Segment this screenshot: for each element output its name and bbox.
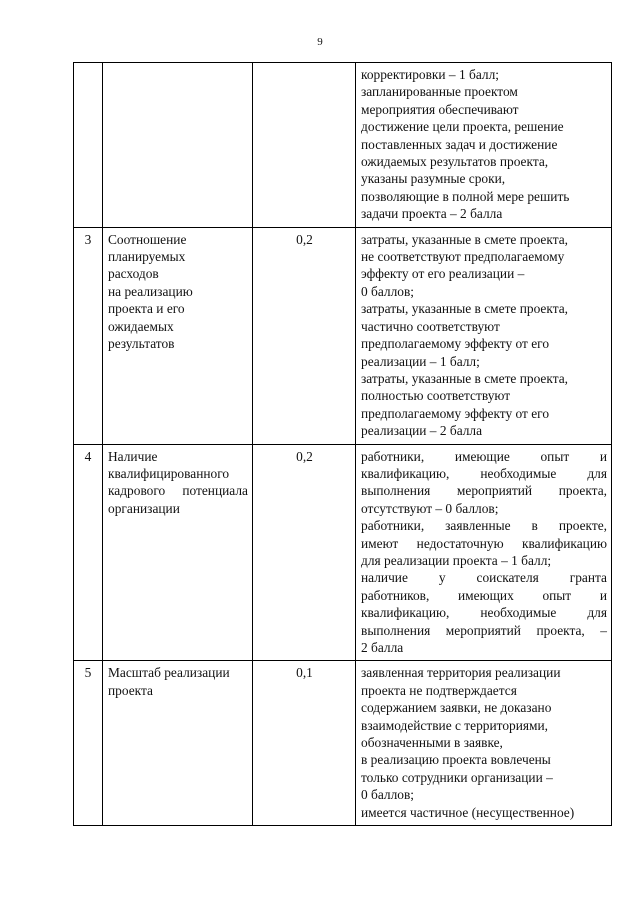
scoring-cell-line: 0 баллов; (361, 283, 415, 299)
criterion-cell (103, 661, 253, 826)
scoring-cell-line: полностью соответствуют (361, 388, 511, 404)
scoring-cell-line: 2 балла (361, 640, 404, 655)
criterion-cell-line: планируемых (108, 249, 186, 265)
weight-cell: 0,1 (253, 661, 356, 826)
scoring-cell-line: работники, имеющие опыт и (361, 448, 607, 464)
scoring-cell-line: не соответствуют предполагаемому (361, 249, 565, 265)
scoring-cell-line: квалификацию, необходимые для (361, 605, 607, 621)
scoring-cell-line: задачи проекта – 2 балла (361, 206, 503, 222)
scoring-cell-line: запланированные проектом (361, 84, 518, 100)
scoring-cell-line: работники, заявленные в проекте, (361, 518, 607, 534)
criterion-cell-line: организации (108, 500, 180, 516)
scoring-cell-line: затраты, указанные в смете проекта, (361, 301, 569, 317)
scoring-cell-line: мероприятия обеспечивают (361, 101, 519, 117)
scoring-cell (356, 63, 612, 228)
criterion-cell-line: проекта и его (108, 301, 185, 317)
row-number: 3 (74, 227, 103, 444)
scoring-cell-line: затраты, указанные в смете проекта, (361, 370, 569, 386)
scoring-cell-line: ожидаемых результатов проекта, (361, 154, 549, 170)
row-number: 4 (74, 444, 103, 661)
scoring-cell-line: поставленных задач и достижение (361, 136, 558, 152)
scoring-cell-line: реализации – 1 балл; (361, 353, 480, 369)
scoring-cell-line: реализации – 2 балла (361, 423, 483, 439)
scoring-cell-line: заявленная территория реализации (361, 665, 561, 681)
scoring-cell-line: только сотрудники организации – (361, 769, 553, 785)
scoring-cell-line: предполагаемому эффекту от его (361, 336, 550, 352)
criterion-cell (103, 444, 253, 661)
weight-cell: 0,2 (253, 444, 356, 661)
scoring-cell-line: выполнения мероприятий проекта, – (361, 622, 607, 638)
criterion-cell-line: расходов (108, 266, 159, 282)
row-number (74, 63, 103, 228)
scoring-cell-line: содержанием заявки, не доказано (361, 700, 552, 716)
criterion-cell-line: проекта (108, 682, 153, 698)
scoring-cell-line: наличие у соискателя гранта (361, 570, 607, 586)
scoring-cell-line: указаны разумные сроки, (361, 171, 506, 187)
criterion-cell-line: Соотношение (108, 231, 187, 247)
scoring-cell (356, 444, 612, 661)
scoring-cell-line: достижение цели проекта, решение (361, 119, 564, 135)
criterion-cell-line: квалифицированного (108, 465, 230, 481)
criterion-cell-line: на реализацию (108, 283, 193, 299)
table-row (74, 444, 612, 661)
scoring-cell-line: проекта не подтверждается (361, 682, 517, 698)
scoring-cell-line: отсутствуют – 0 баллов; (361, 500, 499, 516)
scoring-cell-line: эффекту от его реализации – (361, 266, 525, 282)
weight-cell: 0,2 (253, 227, 356, 444)
weight-cell (253, 63, 356, 228)
row-number: 5 (74, 661, 103, 826)
criteria-table (73, 62, 612, 826)
scoring-cell-line: позволяющие в полной мере решить (361, 188, 570, 204)
criterion-cell (103, 227, 253, 444)
scoring-cell-line: 0 баллов; (361, 787, 415, 803)
scoring-cell-line: затраты, указанные в смете проекта, (361, 231, 569, 247)
table-row (74, 661, 612, 826)
scoring-cell-line: работников, имеющих опыт и (361, 587, 607, 603)
page-number: 9 (317, 36, 323, 48)
scoring-cell-line: имеют недостаточную квалификацию (361, 535, 607, 551)
scoring-cell-line: в реализацию проекта вовлечены (361, 752, 551, 768)
scoring-cell-line: имеется частичное (несущественное) (361, 804, 575, 820)
scoring-cell-line: для реализации проекта – 1 балл; (361, 552, 552, 568)
scoring-cell-line: обозначенными в заявке, (361, 735, 503, 751)
criterion-cell-line: Наличие (108, 448, 158, 464)
criterion-cell-line: результатов (108, 336, 175, 352)
table-row (74, 63, 612, 228)
scoring-cell-line: выполнения мероприятий проекта, (361, 483, 607, 499)
scoring-cell-line: предполагаемому эффекту от его (361, 405, 550, 421)
scoring-cell (356, 227, 612, 444)
scoring-cell-line: взаимодействие с территориями, (361, 717, 549, 733)
scoring-cell-line: частично соответствуют (361, 318, 500, 334)
scoring-cell (356, 661, 612, 826)
criterion-cell (103, 63, 253, 228)
scoring-cell-line: корректировки – 1 балл; (361, 67, 499, 82)
criterion-cell-line: ожидаемых (108, 318, 174, 334)
scoring-cell-line: квалификацию, необходимые для (361, 465, 607, 481)
criterion-cell-line: Масштаб реализации (108, 665, 230, 681)
criterion-cell-line: кадрового потенциала (108, 483, 248, 499)
table-row (74, 227, 612, 444)
